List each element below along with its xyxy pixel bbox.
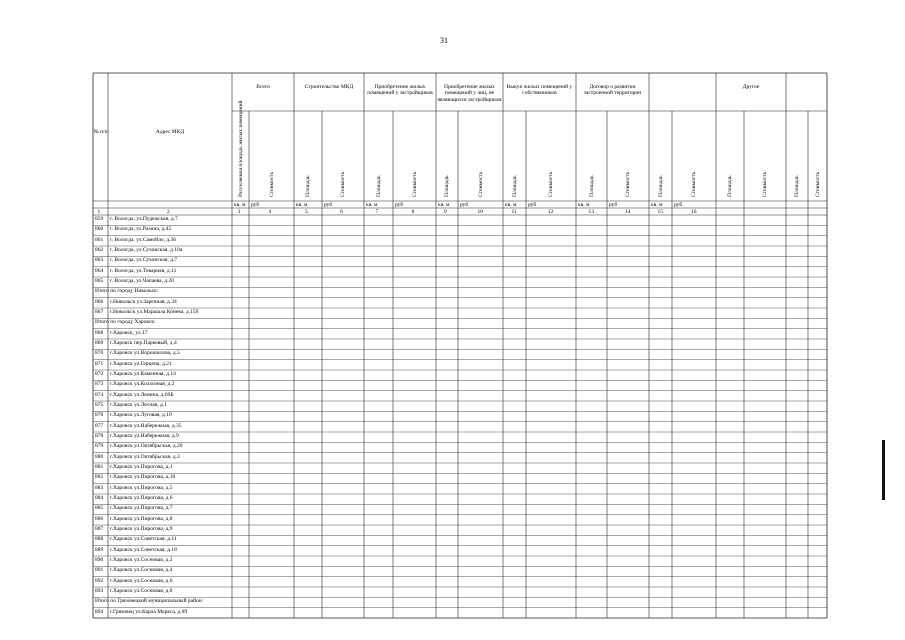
row-address: г.Харовск ул.Октябрьская, д.20 (110, 443, 183, 450)
column-number: 7 (375, 208, 379, 215)
row-number: 864 (95, 267, 104, 274)
row-number: 889 (95, 546, 104, 553)
row-address: г.Харовск ул.Советская, д.11 (110, 536, 177, 543)
column-number: 5 (305, 208, 308, 215)
row-address: г.Харовск ул.Ворошилова, д.5 (110, 350, 180, 357)
row-address: г.Харовск ул.Колхозная, д.2 (110, 381, 175, 388)
header-no: № п/п (93, 129, 108, 135)
row-number: 874 (95, 391, 104, 398)
column-number: 8 (411, 208, 415, 215)
header-construction: Строительство МКД (304, 84, 354, 90)
row-number: 880 (95, 453, 104, 460)
header-development-agreement: Договор о развитии застроенной территории (583, 84, 642, 97)
row-subtotal-label: Итого по городу Никольск: (95, 288, 159, 295)
row-address: г.Харовск ул.Сосновая, д.8 (110, 588, 173, 594)
row-address: г.Харовск ул.Пирогова, д.10 (110, 474, 176, 481)
row-address: г.Харовск ул.Каменная, д.14 (110, 371, 176, 377)
row-number: 885 (95, 505, 104, 512)
row-address: г.Харовск ул.Луговая, д.10 (110, 412, 172, 419)
header-acquisition-non-developers: Приобретение жилых помещений у лиц, не являющихся застройщиком (437, 84, 502, 103)
header-other: Другое (742, 84, 760, 90)
row-address: г.Харовск ул.Сосновая, д.4 (110, 567, 173, 574)
row-number: 882 (95, 474, 104, 481)
row-subtotal-label: Итого по Грязовецкий муниципальный район: (95, 598, 204, 605)
row-number: 888 (95, 536, 104, 543)
row-address: г.Никольск ул.Маршала Конева, д.159 (110, 309, 199, 315)
row-number: 873 (95, 381, 104, 388)
column-number: 4 (268, 208, 272, 215)
subheader-area: Площадь (511, 175, 518, 197)
column-number: 10 (477, 208, 483, 215)
row-number: 879 (95, 443, 104, 450)
subheader-area: Площадь (794, 175, 800, 197)
unit-label: руб (674, 201, 683, 208)
row-subtotal-label: Итого по городу Харовск: (95, 319, 156, 326)
page-number: 31 (440, 36, 448, 45)
header-redemption: Выкуп жилых помещений у собственников (506, 84, 573, 97)
row-address: г.Харовск ул.Ленина, д.69Б (110, 391, 174, 398)
row-number: 860 (95, 226, 104, 233)
row-number: 862 (95, 247, 104, 253)
row-number: 861 (95, 236, 104, 243)
row-address: г. Вологда, ул.Чапаева, д.20 (110, 278, 174, 284)
row-address: г.Харовск ул.Сосновая, д.2 (110, 557, 173, 563)
subheader-area: Площадь (727, 175, 733, 197)
unit-label: кв. м (578, 201, 590, 208)
row-number: 859 (95, 216, 104, 222)
row-address: г.Харовск ул.Пирогова, д.1 (110, 464, 173, 470)
column-number: 9 (444, 208, 447, 215)
unit-label: кв. м (234, 201, 246, 208)
subheader-cost: Стоимость (411, 171, 418, 197)
subheader-cost: Стоимость (477, 171, 484, 197)
row-address: г.Харовск ул.Пирогова, д.6 (110, 495, 173, 501)
row-address: г. Вологда, ул.Сухонская, д.7 (110, 257, 178, 264)
row-address: г.Грязовец ул.Карла Маркса, д.89 (110, 608, 188, 615)
subheader-cost: Стоимость (762, 171, 768, 197)
column-number: 2 (167, 208, 170, 215)
row-number: 891 (95, 567, 104, 574)
row-number: 875 (95, 402, 104, 408)
row-address: г.Харовск ул.Набережная, д.9 (110, 433, 179, 439)
unit-label: руб (460, 201, 469, 208)
row-number: 878 (95, 433, 104, 439)
row-number: 876 (95, 412, 104, 419)
row-number: 872 (95, 371, 104, 377)
row-number: 866 (95, 298, 104, 305)
subheader-cost: Стоимость (625, 171, 631, 197)
row-address: г. Вологда, ул.Сухонская, д.10а (110, 247, 183, 253)
row-address: г. Вологда, ул.Разина, д.45 (110, 226, 172, 233)
unit-label: руб (528, 201, 537, 208)
row-number: 892 (95, 577, 104, 584)
subheader-area: Площадь (588, 175, 595, 197)
row-number: 887 (95, 526, 104, 532)
row-number: 893 (95, 588, 104, 594)
unit-label: руб (251, 201, 260, 208)
row-address: г.Харовск ул.Пирогова, д.8 (110, 515, 173, 522)
row-number: 881 (95, 464, 104, 470)
column-number: 1 (97, 208, 101, 215)
subheader-cost: Стоимость (814, 171, 821, 197)
column-number: 12 (548, 208, 554, 215)
subheader-area: Площадь (375, 175, 382, 197)
header-acquisition-developers: Приобретение жилых помещений у застройщиков (367, 84, 433, 97)
row-number: 890 (95, 557, 104, 563)
subheader-cost: Стоимость (268, 171, 275, 197)
column-number: 11 (511, 208, 517, 215)
row-address: г.Харовск ул.Сосновая, д.6 (110, 577, 173, 584)
column-number: 6 (340, 208, 343, 215)
unit-label: кв. м (505, 201, 517, 208)
unit-label: кв. м (296, 201, 308, 208)
row-number: 863 (95, 257, 104, 264)
row-address: г.Харовск, ул.17 (110, 329, 148, 336)
row-address: г.Харовск ул.Пирогова, д.5 (110, 484, 173, 491)
row-address: г. Вологда, ул.Пудежская, д.7 (110, 216, 178, 222)
subheader-area: Площадь (444, 175, 450, 197)
header-address: Адрес МКД (155, 129, 185, 135)
row-address: г.Никольск ул.Заречная, д.34 (110, 298, 177, 305)
column-number: 16 (691, 208, 697, 215)
row-address: г.Харовск ул.Советская, д.18 (110, 546, 177, 553)
row-number: 870 (95, 350, 104, 357)
row-number: 865 (95, 278, 104, 284)
unit-label: руб (609, 201, 618, 208)
row-number: 894 (95, 608, 104, 615)
row-address: г.Харовск ул.Пирогова, д.9 (110, 526, 173, 532)
subheader-cost: Стоимость (548, 171, 554, 197)
unit-label: кв. м (438, 201, 450, 208)
binding-mark (882, 440, 885, 500)
row-address: г.Харовск пер.Парковый, д.4 (110, 340, 177, 346)
column-number: 14 (625, 208, 631, 215)
row-address: г. Вологда, ул.Товарная, д.11 (110, 267, 177, 274)
row-number: 868 (95, 329, 104, 336)
row-number: 871 (95, 360, 104, 367)
column-number: 3 (237, 208, 241, 215)
subheader-cost: Стоимость (691, 171, 697, 197)
unit-label: кв. м (366, 201, 378, 208)
row-number: 867 (95, 309, 104, 315)
row-number: 886 (95, 515, 104, 522)
unit-label: руб (395, 201, 404, 208)
row-address: г. Вологда, ул.Самойло, д.36 (110, 236, 177, 243)
row-address: г.Харовск ул.Герцена, д.21 (110, 360, 172, 367)
subheader-cost: Стоимость (340, 171, 346, 197)
unit-label: кв. м (651, 201, 663, 208)
row-number: 877 (95, 422, 104, 429)
row-address: г.Харовск ул.Набережная, д.35 (110, 422, 182, 429)
row-number: 869 (95, 340, 104, 346)
column-number: 13 (588, 208, 594, 215)
subheader-area_total: Расселяемая площадь жилых помещений (237, 100, 244, 197)
row-number: 884 (95, 495, 104, 501)
row-address: г.Харовск ул.Октябрьская, д.3 (110, 453, 180, 460)
row-number: 883 (95, 484, 104, 491)
row-address: г.Харовск ул.Пирогова, д.7 (110, 505, 173, 512)
column-number: 15 (657, 208, 663, 215)
subheader-area: Площадь (305, 175, 311, 197)
row-address: г.Харовск ул.Лесная, д.1 (110, 402, 167, 408)
header-total: Всего (256, 84, 270, 90)
subheader-area: Площадь (657, 175, 664, 197)
unit-label: руб (324, 201, 333, 208)
